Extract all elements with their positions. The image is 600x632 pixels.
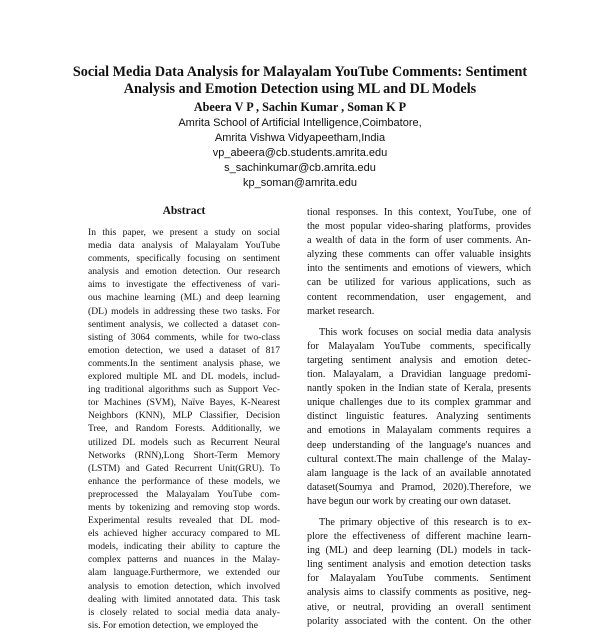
- abstract-line: In this paper, we present a study on social: [88, 227, 280, 238]
- abstract-line: sentiment analysis, we collected a dataset con-: [88, 318, 280, 330]
- abstract-line: sis. For emotion detection, we employed the: [88, 619, 258, 631]
- abstract-line: utilized DL models such as Recurrent Neural: [88, 436, 280, 448]
- abstract-heading: Abstract: [162, 205, 206, 217]
- body-line: alyzing these comments can offer valuable insights: [307, 249, 531, 261]
- body-line: plore the effectiveness of different machine learn-: [307, 531, 531, 543]
- body-line: This work focuses on social media data analysis: [319, 326, 531, 338]
- body-line: a wealth of data in the form of user comments. An-: [307, 235, 531, 247]
- abstract-line: (LSTM) and Gated Recurrent Unit(GRU). To: [88, 462, 280, 474]
- body-line: unique challenges due to its complex grammar and: [307, 397, 531, 409]
- body-line: for Malayalam YouTube comments. Sentiment: [307, 573, 531, 585]
- body-line: and emotions in Malayalam comments requires a: [307, 425, 531, 437]
- abstract-line: analysis and emotion detection. Our research: [88, 266, 280, 278]
- abstract-line: els achieved higher accuracy compared to ML: [88, 528, 280, 540]
- title-line-2: Analysis and Emotion Detection using ML and DL Models: [123, 81, 477, 97]
- body-line: for Malayalam YouTube comments, specifically: [307, 340, 531, 352]
- abstract-line: complex patterns and nuances in the Malay-: [88, 554, 280, 566]
- title-line-1: Social Media Data Analysis for Malayalam YouTube Comments: Sentiment: [72, 64, 528, 80]
- abstract-line: comments.In the sentiment analysis phase, we: [88, 357, 280, 369]
- body-line: ative, or neutral, providing an overall sentiment: [307, 601, 531, 613]
- body-line: ing (ML) and deep learning (DL) models in tack-: [307, 545, 531, 557]
- abstract-line: Neighbors (KNN), MLP Classifier, Decision: [88, 410, 280, 422]
- body-line: tional responses. In this context, YouTube, one of: [307, 207, 531, 218]
- right-column-body: [307, 206, 531, 629]
- abstract-line: alam language.Furthermore, we extended our: [88, 567, 280, 579]
- body-line: into the sentiments and emotions of viewers, which: [307, 263, 531, 275]
- body-line: deep understanding of the language's nuances and: [307, 439, 531, 451]
- abstract-line: analysis to emotion detection, which involved: [88, 580, 280, 592]
- abstract-line: dealing with limited annotated data. This task: [88, 593, 280, 605]
- abstract-line: preprocessed the Malayalam YouTube com-: [88, 488, 280, 500]
- body-line: have begun our work by creating our own dataset.: [307, 495, 511, 507]
- paragraph-gap: [307, 319, 531, 326]
- affiliation-block: [80, 116, 520, 191]
- body-line: The primary objective of this research is to ex-: [319, 516, 531, 528]
- email-line: s_sachinkumar@cb.amrita.edu: [224, 162, 376, 174]
- abstract-line: aims to investigate the effectiveness of vari-: [88, 279, 280, 291]
- abstract-line: tor Machines (SVM), Naïve Bayes, K-Nearest: [88, 397, 280, 409]
- abstract-line: Experimental results revealed that DL mod-: [88, 515, 280, 527]
- affiliation-line: Amrita School of Artificial Intelligence,Coimbatore,: [178, 117, 422, 129]
- body-line: dataset(Soumya and Pramod, 2020).Therefore, we: [307, 481, 531, 493]
- author-list: Abeera V P , Sachin Kumar , Soman K P: [193, 100, 407, 114]
- abstract-line: explored multiple ML and DL models, includ-: [88, 371, 280, 383]
- body-line: can be utilized for various applications, such as: [307, 277, 531, 289]
- abstract-line: comments, specifically focusing on sentiment: [88, 253, 280, 265]
- body-line: polarity associated with the content. On the other: [307, 615, 531, 627]
- abstract-line: Networks (RNN),Long Short-Term Memory: [88, 449, 280, 461]
- affiliation-line: Amrita Vishwa Vidyapeetham,India: [214, 132, 386, 144]
- abstract-line: emotion detection, we used a dataset of 817: [88, 344, 280, 356]
- abstract-line: media data analysis of Malayalam YouTube: [88, 240, 280, 252]
- body-line: tion. Malayalam, a Dravidian language predomi-: [307, 369, 531, 381]
- abstract-line: enhance the performance of these models, we: [88, 475, 280, 487]
- abstract-line: ing traditional algorithms such as Support Vec-: [88, 384, 280, 396]
- body-line: the most popular video-sharing platforms, provides: [307, 221, 531, 233]
- paragraph-gap: [307, 509, 531, 516]
- email-line: vp_abeera@cb.students.amrita.edu: [212, 147, 388, 159]
- abstract-line: (DL) models in addressing these two tasks. For: [88, 305, 280, 317]
- body-line: alam language is the lack of an available annotated: [307, 467, 531, 479]
- abstract-line: is closely related to social media data analy-: [88, 606, 280, 618]
- abstract-line: ous machine learning (ML) and deep learning: [88, 292, 280, 304]
- abstract-body: [88, 226, 280, 632]
- body-line: analysis aims to classify comments as positive, neg-: [307, 587, 531, 599]
- email-line: kp_soman@amrita.edu: [243, 177, 357, 189]
- abstract-line: ments by tokenizing and removing stop words.: [88, 501, 280, 513]
- body-line: distinct linguistic features. Analyzing sentiments: [307, 411, 531, 423]
- abstract-line: Tree, and Random Forests. Additionally, we: [88, 423, 280, 435]
- body-line: ling sentiment analysis and emotion detection tasks: [307, 559, 531, 571]
- body-line: cultural context.The main challenge of the Malay-: [307, 453, 531, 465]
- abstract-line: sisting of 3064 comments, while for two-class: [88, 331, 280, 343]
- paper-title: [40, 64, 560, 98]
- body-line: market research.: [307, 305, 375, 317]
- body-line: nantly spoken in the Indian state of Kerala, presents: [307, 383, 531, 395]
- body-line: content recommendation, user engagement, and: [307, 291, 531, 303]
- body-line: targeting sentiment analysis and emotion detec-: [307, 354, 531, 366]
- abstract-line: models, indicating their ability to capture the: [88, 541, 280, 553]
